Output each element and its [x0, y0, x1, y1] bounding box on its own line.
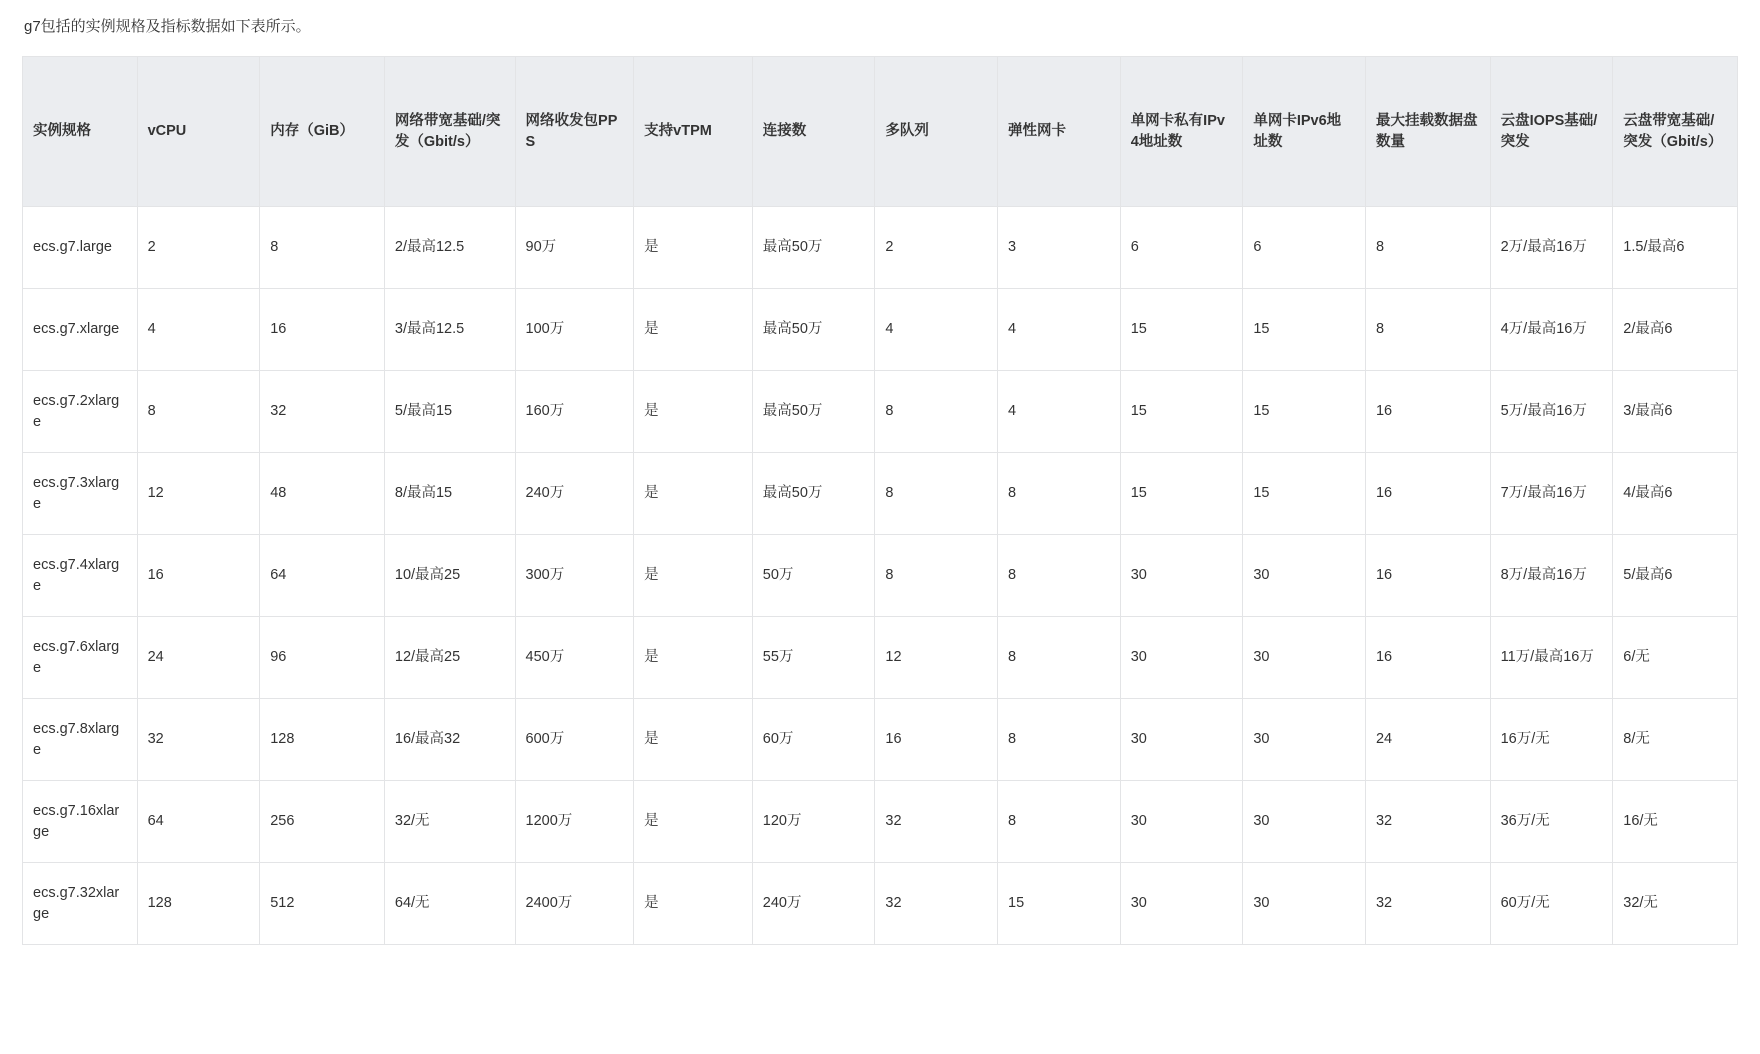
cell-multi-queue: 8 — [875, 371, 998, 453]
cell-network-pps: 300万 — [515, 535, 634, 617]
intro-paragraph: g7包括的实例规格及指标数据如下表所示。 — [24, 18, 311, 35]
cell-connections: 240万 — [752, 863, 875, 945]
cell-eni: 3 — [998, 207, 1121, 289]
table-body — [23, 207, 1738, 945]
cell-connections: 最高50万 — [752, 371, 875, 453]
cell-vtpm-support: 是 — [634, 863, 753, 945]
cell-ipv4-per-nic: 30 — [1120, 781, 1243, 863]
instance-spec-table — [22, 56, 1738, 945]
cell-disk-iops: 36万/无 — [1490, 781, 1613, 863]
cell-disk-iops: 16万/无 — [1490, 699, 1613, 781]
cell-network-pps: 1200万 — [515, 781, 634, 863]
cell-memory: 16 — [260, 289, 385, 371]
cell-ipv4-per-nic: 15 — [1120, 371, 1243, 453]
cell-ipv6-per-nic: 30 — [1243, 863, 1366, 945]
cell-max-data-disks: 16 — [1365, 453, 1490, 535]
cell-network-bandwidth: 12/最高25 — [384, 617, 515, 699]
cell-vcpu: 24 — [137, 617, 260, 699]
cell-multi-queue: 16 — [875, 699, 998, 781]
cell-ipv4-per-nic: 15 — [1120, 289, 1243, 371]
cell-connections: 55万 — [752, 617, 875, 699]
cell-ipv6-per-nic: 30 — [1243, 535, 1366, 617]
cell-instance-type: ecs.g7.32xlarge — [23, 863, 138, 945]
column-header-vtpm-support: 支持vTPM — [634, 57, 753, 207]
column-header-disk-iops: 云盘IOPS基础/突发 — [1490, 57, 1613, 207]
cell-multi-queue: 32 — [875, 863, 998, 945]
cell-disk-iops: 4万/最高16万 — [1490, 289, 1613, 371]
column-header-disk-bandwidth: 云盘带宽基础/突发（Gbit/s） — [1613, 57, 1738, 207]
cell-disk-bandwidth: 16/无 — [1613, 781, 1738, 863]
cell-connections: 60万 — [752, 699, 875, 781]
cell-disk-iops: 60万/无 — [1490, 863, 1613, 945]
cell-eni: 4 — [998, 289, 1121, 371]
cell-max-data-disks: 24 — [1365, 699, 1490, 781]
cell-network-pps: 90万 — [515, 207, 634, 289]
cell-vtpm-support: 是 — [634, 617, 753, 699]
cell-ipv4-per-nic: 6 — [1120, 207, 1243, 289]
cell-vtpm-support: 是 — [634, 781, 753, 863]
table-row — [23, 863, 1738, 945]
cell-max-data-disks: 8 — [1365, 207, 1490, 289]
cell-disk-iops: 7万/最高16万 — [1490, 453, 1613, 535]
cell-ipv4-per-nic: 15 — [1120, 453, 1243, 535]
cell-network-bandwidth: 64/无 — [384, 863, 515, 945]
cell-vcpu: 128 — [137, 863, 260, 945]
cell-instance-type: ecs.g7.3xlarge — [23, 453, 138, 535]
spec-table-container — [22, 56, 1738, 945]
column-header-network-bandwidth: 网络带宽基础/突发（Gbit/s） — [384, 57, 515, 207]
cell-connections: 50万 — [752, 535, 875, 617]
cell-eni: 4 — [998, 371, 1121, 453]
cell-vtpm-support: 是 — [634, 453, 753, 535]
cell-network-bandwidth: 8/最高15 — [384, 453, 515, 535]
table-row — [23, 617, 1738, 699]
column-header-connections: 连接数 — [752, 57, 875, 207]
cell-connections: 最高50万 — [752, 207, 875, 289]
table-row — [23, 453, 1738, 535]
cell-multi-queue: 32 — [875, 781, 998, 863]
cell-multi-queue: 2 — [875, 207, 998, 289]
cell-memory: 128 — [260, 699, 385, 781]
cell-max-data-disks: 16 — [1365, 617, 1490, 699]
cell-eni: 8 — [998, 617, 1121, 699]
cell-eni: 15 — [998, 863, 1121, 945]
column-header-ipv4-per-nic: 单网卡私有IPv4地址数 — [1120, 57, 1243, 207]
cell-eni: 8 — [998, 699, 1121, 781]
cell-multi-queue: 8 — [875, 535, 998, 617]
table-row — [23, 289, 1738, 371]
cell-ipv4-per-nic: 30 — [1120, 617, 1243, 699]
cell-vtpm-support: 是 — [634, 207, 753, 289]
cell-multi-queue: 12 — [875, 617, 998, 699]
cell-network-pps: 160万 — [515, 371, 634, 453]
cell-max-data-disks: 16 — [1365, 371, 1490, 453]
cell-vcpu: 12 — [137, 453, 260, 535]
cell-vcpu: 4 — [137, 289, 260, 371]
table-row — [23, 699, 1738, 781]
column-header-memory: 内存（GiB） — [260, 57, 385, 207]
cell-network-bandwidth: 2/最高12.5 — [384, 207, 515, 289]
cell-disk-iops: 11万/最高16万 — [1490, 617, 1613, 699]
cell-network-bandwidth: 3/最高12.5 — [384, 289, 515, 371]
cell-connections: 最高50万 — [752, 289, 875, 371]
cell-network-bandwidth: 10/最高25 — [384, 535, 515, 617]
cell-ipv6-per-nic: 30 — [1243, 699, 1366, 781]
cell-disk-iops: 8万/最高16万 — [1490, 535, 1613, 617]
column-header-eni: 弹性网卡 — [998, 57, 1121, 207]
cell-ipv4-per-nic: 30 — [1120, 863, 1243, 945]
cell-connections: 120万 — [752, 781, 875, 863]
cell-disk-bandwidth: 5/最高6 — [1613, 535, 1738, 617]
cell-multi-queue: 4 — [875, 289, 998, 371]
cell-disk-bandwidth: 2/最高6 — [1613, 289, 1738, 371]
column-header-network-pps: 网络收发包PPS — [515, 57, 634, 207]
cell-ipv6-per-nic: 30 — [1243, 617, 1366, 699]
cell-vtpm-support: 是 — [634, 289, 753, 371]
cell-max-data-disks: 32 — [1365, 863, 1490, 945]
cell-network-bandwidth: 32/无 — [384, 781, 515, 863]
cell-connections: 最高50万 — [752, 453, 875, 535]
cell-instance-type: ecs.g7.2xlarge — [23, 371, 138, 453]
cell-eni: 8 — [998, 535, 1121, 617]
cell-network-bandwidth: 16/最高32 — [384, 699, 515, 781]
cell-network-pps: 240万 — [515, 453, 634, 535]
column-header-instance-type: 实例规格 — [23, 57, 138, 207]
cell-network-pps: 450万 — [515, 617, 634, 699]
cell-vcpu: 64 — [137, 781, 260, 863]
cell-vtpm-support: 是 — [634, 535, 753, 617]
column-header-multi-queue: 多队列 — [875, 57, 998, 207]
cell-memory: 32 — [260, 371, 385, 453]
cell-memory: 96 — [260, 617, 385, 699]
cell-disk-bandwidth: 6/无 — [1613, 617, 1738, 699]
cell-instance-type: ecs.g7.8xlarge — [23, 699, 138, 781]
table-row — [23, 535, 1738, 617]
column-header-ipv6-per-nic: 单网卡IPv6地址数 — [1243, 57, 1366, 207]
cell-ipv4-per-nic: 30 — [1120, 535, 1243, 617]
cell-disk-iops: 2万/最高16万 — [1490, 207, 1613, 289]
cell-network-pps: 2400万 — [515, 863, 634, 945]
cell-memory: 512 — [260, 863, 385, 945]
cell-ipv6-per-nic: 15 — [1243, 453, 1366, 535]
cell-vcpu: 8 — [137, 371, 260, 453]
cell-disk-bandwidth: 3/最高6 — [1613, 371, 1738, 453]
cell-eni: 8 — [998, 453, 1121, 535]
column-header-max-data-disks: 最大挂载数据盘数量 — [1365, 57, 1490, 207]
cell-disk-bandwidth: 32/无 — [1613, 863, 1738, 945]
cell-max-data-disks: 8 — [1365, 289, 1490, 371]
cell-vcpu: 2 — [137, 207, 260, 289]
cell-memory: 8 — [260, 207, 385, 289]
cell-memory: 64 — [260, 535, 385, 617]
cell-ipv4-per-nic: 30 — [1120, 699, 1243, 781]
cell-network-bandwidth: 5/最高15 — [384, 371, 515, 453]
cell-disk-iops: 5万/最高16万 — [1490, 371, 1613, 453]
cell-eni: 8 — [998, 781, 1121, 863]
cell-network-pps: 100万 — [515, 289, 634, 371]
cell-instance-type: ecs.g7.4xlarge — [23, 535, 138, 617]
cell-vtpm-support: 是 — [634, 699, 753, 781]
cell-instance-type: ecs.g7.6xlarge — [23, 617, 138, 699]
table-row — [23, 371, 1738, 453]
cell-disk-bandwidth: 8/无 — [1613, 699, 1738, 781]
cell-ipv6-per-nic: 15 — [1243, 289, 1366, 371]
cell-ipv6-per-nic: 15 — [1243, 371, 1366, 453]
cell-network-pps: 600万 — [515, 699, 634, 781]
cell-disk-bandwidth: 1.5/最高6 — [1613, 207, 1738, 289]
cell-vtpm-support: 是 — [634, 371, 753, 453]
cell-instance-type: ecs.g7.xlarge — [23, 289, 138, 371]
cell-disk-bandwidth: 4/最高6 — [1613, 453, 1738, 535]
cell-memory: 256 — [260, 781, 385, 863]
cell-ipv6-per-nic: 6 — [1243, 207, 1366, 289]
table-header — [23, 57, 1738, 207]
table-row — [23, 781, 1738, 863]
table-header-row — [23, 57, 1738, 207]
cell-instance-type: ecs.g7.large — [23, 207, 138, 289]
cell-vcpu: 16 — [137, 535, 260, 617]
cell-max-data-disks: 32 — [1365, 781, 1490, 863]
cell-multi-queue: 8 — [875, 453, 998, 535]
cell-instance-type: ecs.g7.16xlarge — [23, 781, 138, 863]
cell-memory: 48 — [260, 453, 385, 535]
cell-vcpu: 32 — [137, 699, 260, 781]
table-row — [23, 207, 1738, 289]
cell-ipv6-per-nic: 30 — [1243, 781, 1366, 863]
column-header-vcpu: vCPU — [137, 57, 260, 207]
cell-max-data-disks: 16 — [1365, 535, 1490, 617]
